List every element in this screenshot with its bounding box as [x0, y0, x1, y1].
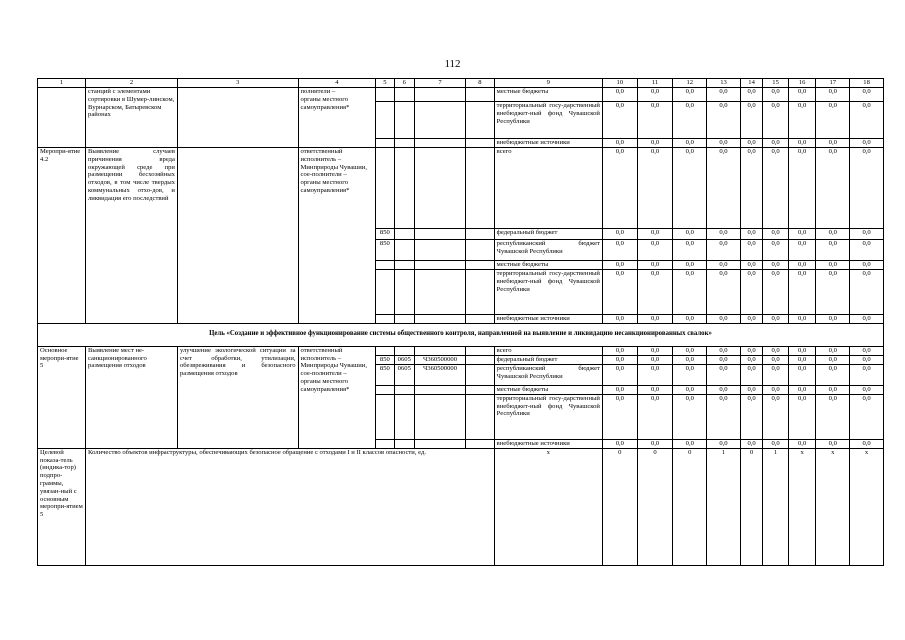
value-cell: 0,0 [707, 385, 741, 394]
value-cell: 0,0 [788, 315, 816, 324]
code-cell [394, 270, 414, 315]
value-cell: 0,0 [673, 355, 707, 364]
responsible-executor: полнители – органы местного самоуправления* [298, 88, 376, 148]
value-cell: 0,0 [788, 346, 816, 355]
value-cell: 0,0 [816, 364, 850, 385]
value-cell: 0,0 [637, 229, 673, 240]
value-cell: 0,0 [673, 394, 707, 439]
funding-source: внебюджетные источники [494, 139, 602, 148]
value-cell: 0,0 [673, 102, 707, 139]
code-cell [376, 148, 394, 229]
code-cell [466, 240, 495, 261]
value-cell: 0,0 [850, 148, 884, 229]
value-cell: 0,0 [850, 88, 884, 102]
value-cell: 0,0 [740, 139, 762, 148]
funding-source: республиканский бюджет Чувашской Республики [494, 240, 602, 261]
value-cell: 0,0 [637, 148, 673, 229]
value-cell: 0,0 [673, 346, 707, 355]
value-cell: 0,0 [740, 261, 762, 270]
value-cell: 0,0 [816, 102, 850, 139]
funding-source: территориальный госу-дарственный внебюджет-ный фонд Чувашской Республики [494, 102, 602, 139]
table-row [38, 148, 884, 229]
code-cell [376, 139, 394, 148]
code-cell [394, 394, 414, 439]
value-cell: 0,0 [673, 88, 707, 102]
value-cell: 0,0 [602, 355, 637, 364]
code-cell [414, 240, 465, 261]
value-cell: 0,0 [816, 315, 850, 324]
code-cell: 850 [376, 240, 394, 261]
indicator-value: 0 [740, 448, 762, 565]
funding-source: территориальный госу-дарственный внебюджет-ный фонд Чувашской Республики [494, 270, 602, 315]
value-cell: 0,0 [637, 88, 673, 102]
indicator-value: 0 [637, 448, 673, 565]
code-cell [394, 88, 414, 102]
code-cell [414, 394, 465, 439]
value-cell: 0,0 [602, 364, 637, 385]
funding-source: внебюджетные источники [494, 439, 602, 448]
value-cell: 0,0 [763, 88, 789, 102]
value-cell: 0,0 [673, 439, 707, 448]
value-cell: 0,0 [602, 394, 637, 439]
column-number: 11 [637, 79, 673, 88]
activity-number: Меропри-ятие 4.2 [38, 148, 86, 324]
code-cell [466, 346, 495, 355]
value-cell: 0,0 [816, 261, 850, 270]
value-cell: 0,0 [850, 394, 884, 439]
funding-source: федеральный бюджет [494, 355, 602, 364]
value-cell: 0,0 [816, 148, 850, 229]
code-cell [394, 346, 414, 355]
program-table [37, 78, 884, 566]
column-number: 4 [298, 79, 376, 88]
code-cell [394, 385, 414, 394]
code-cell [376, 439, 394, 448]
value-cell: 0,0 [707, 346, 741, 355]
code-cell [414, 439, 465, 448]
value-cell: 0,0 [763, 439, 789, 448]
value-cell: 0,0 [763, 355, 789, 364]
value-cell: 0,0 [602, 385, 637, 394]
value-cell: 0,0 [788, 88, 816, 102]
value-cell: 0,0 [637, 355, 673, 364]
indicator-row [38, 448, 884, 565]
column-number: 9 [494, 79, 602, 88]
indicator-value: x [494, 448, 602, 565]
value-cell: 0,0 [637, 261, 673, 270]
code-cell [394, 315, 414, 324]
value-cell: 0,0 [673, 229, 707, 240]
code-cell [376, 102, 394, 139]
value-cell: 0,0 [673, 270, 707, 315]
activity-description: станций с элементами сортировки в Шумер-линском, Вурнарском, Батыревском районах [86, 88, 178, 148]
value-cell: 0,0 [788, 364, 816, 385]
value-cell: 0,0 [740, 229, 762, 240]
indicator-value: 1 [763, 448, 789, 565]
value-cell: 0,0 [740, 364, 762, 385]
code-cell [466, 315, 495, 324]
column-number: 10 [602, 79, 637, 88]
responsible-executor: ответственный исполнитель – Минприроды Чувашии, сое-полнители – органы местного самоуправления* [298, 346, 376, 448]
value-cell: 0,0 [740, 88, 762, 102]
code-cell [394, 139, 414, 148]
value-cell: 0,0 [707, 229, 741, 240]
cell-empty [177, 88, 298, 148]
code-cell [394, 240, 414, 261]
column-number: 2 [86, 79, 178, 88]
value-cell: 0,0 [763, 385, 789, 394]
value-cell: 0,0 [850, 315, 884, 324]
value-cell: 0,0 [602, 148, 637, 229]
value-cell: 0,0 [637, 240, 673, 261]
value-cell: 0,0 [816, 229, 850, 240]
value-cell: 0,0 [763, 261, 789, 270]
value-cell: 0,0 [850, 364, 884, 385]
value-cell: 0,0 [707, 88, 741, 102]
value-cell: 0,0 [816, 240, 850, 261]
activity-description: Выявление мест не-санкционированного размещения отходов [86, 346, 178, 448]
table-row [38, 88, 884, 102]
value-cell: 0,0 [788, 355, 816, 364]
code-cell [414, 88, 465, 102]
value-cell: 0,0 [740, 385, 762, 394]
code-cell [466, 261, 495, 270]
column-number: 14 [740, 79, 762, 88]
funding-source: местные бюджеты [494, 385, 602, 394]
column-number: 1 [38, 79, 86, 88]
code-cell: 850 [376, 229, 394, 240]
value-cell: 0,0 [850, 355, 884, 364]
value-cell: 0,0 [788, 240, 816, 261]
value-cell: 0,0 [816, 394, 850, 439]
code-cell [414, 315, 465, 324]
indicator-value: x [816, 448, 850, 565]
header-row [38, 79, 884, 88]
table-row [38, 346, 884, 355]
value-cell: 0,0 [816, 139, 850, 148]
value-cell: 0,0 [637, 315, 673, 324]
value-cell: 0,0 [740, 355, 762, 364]
value-cell: 0,0 [788, 270, 816, 315]
value-cell: 0,0 [602, 346, 637, 355]
column-number: 15 [763, 79, 789, 88]
code-cell [376, 261, 394, 270]
value-cell: 0,0 [602, 261, 637, 270]
value-cell: 0,0 [816, 270, 850, 315]
value-cell: 0,0 [707, 355, 741, 364]
code-cell [414, 346, 465, 355]
code-cell [376, 270, 394, 315]
code-cell [466, 270, 495, 315]
cell-empty [177, 148, 298, 324]
value-cell: 0,0 [788, 102, 816, 139]
code-cell [394, 439, 414, 448]
value-cell: 0,0 [707, 439, 741, 448]
code-cell [394, 148, 414, 229]
value-cell: 0,0 [740, 315, 762, 324]
value-cell: 0,0 [763, 148, 789, 229]
goal-row [38, 324, 884, 347]
value-cell: 0,0 [816, 385, 850, 394]
code-cell [376, 394, 394, 439]
code-cell [414, 270, 465, 315]
value-cell: 0,0 [673, 261, 707, 270]
value-cell: 0,0 [637, 139, 673, 148]
code-cell [466, 102, 495, 139]
value-cell: 0,0 [763, 102, 789, 139]
code-cell: 0605 [394, 364, 414, 385]
funding-source: внебюджетные источники [494, 315, 602, 324]
value-cell: 0,0 [637, 385, 673, 394]
indicator-label: Целевой показа-тель (индика-тор) подпро-граммы, увязан-ный с основным меропри-ятием 5 [38, 448, 86, 565]
code-cell [376, 315, 394, 324]
value-cell: 0,0 [602, 315, 637, 324]
code-cell [466, 88, 495, 102]
value-cell: 0,0 [816, 439, 850, 448]
code-cell: 850 [376, 355, 394, 364]
indicator-value: 0 [673, 448, 707, 565]
code-cell [414, 139, 465, 148]
value-cell: 0,0 [788, 261, 816, 270]
funding-source: республиканский бюджет Чувашской Республики [494, 364, 602, 385]
value-cell: 0,0 [707, 102, 741, 139]
value-cell: 0,0 [850, 270, 884, 315]
column-number: 17 [816, 79, 850, 88]
value-cell: 0,0 [740, 394, 762, 439]
code-cell [466, 364, 495, 385]
funding-source: всего [494, 148, 602, 229]
code-cell [376, 88, 394, 102]
value-cell: 0,0 [707, 139, 741, 148]
value-cell: 0,0 [763, 229, 789, 240]
column-number: 8 [466, 79, 495, 88]
code-cell [466, 139, 495, 148]
value-cell: 0,0 [602, 102, 637, 139]
code-cell [466, 355, 495, 364]
code-cell [414, 385, 465, 394]
value-cell: 0,0 [707, 270, 741, 315]
value-cell: 0,0 [816, 346, 850, 355]
value-cell: 0,0 [673, 139, 707, 148]
code-cell [376, 346, 394, 355]
cell-empty [38, 88, 86, 148]
value-cell: 0,0 [850, 439, 884, 448]
value-cell: 0,0 [763, 139, 789, 148]
value-cell: 0,0 [850, 346, 884, 355]
value-cell: 0,0 [788, 148, 816, 229]
value-cell: 0,0 [673, 315, 707, 324]
value-cell: 0,0 [602, 88, 637, 102]
indicator-value: x [788, 448, 816, 565]
code-cell: 850 [376, 364, 394, 385]
code-cell [376, 385, 394, 394]
value-cell: 0,0 [637, 346, 673, 355]
value-cell: 0,0 [602, 270, 637, 315]
column-number: 3 [177, 79, 298, 88]
column-number: 5 [376, 79, 394, 88]
indicator-value: 1 [707, 448, 741, 565]
indicator-description: Количество объектов инфраструктуры, обеспечивающих безопасное обращение с отходами I и II классов опасности, ед. [86, 448, 495, 565]
value-cell: 0,0 [850, 229, 884, 240]
value-cell: 0,0 [637, 270, 673, 315]
funding-source: всего [494, 346, 602, 355]
value-cell: 0,0 [740, 439, 762, 448]
value-cell: 0,0 [763, 315, 789, 324]
code-cell: Ч360500000 [414, 364, 465, 385]
value-cell: 0,0 [673, 240, 707, 261]
value-cell: 0,0 [763, 346, 789, 355]
value-cell: 0,0 [850, 139, 884, 148]
code-cell [414, 229, 465, 240]
value-cell: 0,0 [740, 102, 762, 139]
value-cell: 0,0 [602, 439, 637, 448]
code-cell [414, 148, 465, 229]
value-cell: 0,0 [673, 385, 707, 394]
code-cell [466, 385, 495, 394]
value-cell: 0,0 [788, 229, 816, 240]
expected-result: улучшение экологической ситуации за счет обработки, утилизации, обезвреживания и безопасного размещения отходов [177, 346, 298, 448]
code-cell [394, 229, 414, 240]
column-number: 18 [850, 79, 884, 88]
value-cell: 0,0 [673, 364, 707, 385]
value-cell: 0,0 [602, 139, 637, 148]
responsible-executor: ответственный исполнитель – Минприроды Чувашии, сое-полнители – органы местного самоуправления* [298, 148, 376, 324]
code-cell [466, 439, 495, 448]
value-cell: 0,0 [850, 102, 884, 139]
goal-title: Цель «Создание и эффективное функционирование системы общественного контроля, направленной на выявление и ликвидацию несанкционированных свалок» [38, 324, 884, 347]
value-cell: 0,0 [850, 385, 884, 394]
column-number: 13 [707, 79, 741, 88]
value-cell: 0,0 [788, 439, 816, 448]
indicator-value: 0 [602, 448, 637, 565]
column-number: 6 [394, 79, 414, 88]
activity-number: Основное меропри-ятие 5 [38, 346, 86, 448]
value-cell: 0,0 [788, 139, 816, 148]
page-number: 112 [444, 58, 461, 70]
value-cell: 0,0 [850, 261, 884, 270]
value-cell: 0,0 [816, 88, 850, 102]
indicator-value: x [850, 448, 884, 565]
value-cell: 0,0 [763, 240, 789, 261]
value-cell: 0,0 [707, 394, 741, 439]
value-cell: 0,0 [707, 315, 741, 324]
code-cell: 0605 [394, 355, 414, 364]
value-cell: 0,0 [740, 240, 762, 261]
code-cell: Ч360500000 [414, 355, 465, 364]
value-cell: 0,0 [602, 229, 637, 240]
value-cell: 0,0 [637, 364, 673, 385]
funding-source: местные бюджеты [494, 261, 602, 270]
value-cell: 0,0 [740, 270, 762, 315]
code-cell [466, 229, 495, 240]
value-cell: 0,0 [673, 148, 707, 229]
value-cell: 0,0 [707, 148, 741, 229]
code-cell [466, 148, 495, 229]
code-cell [414, 261, 465, 270]
value-cell: 0,0 [707, 240, 741, 261]
value-cell: 0,0 [637, 102, 673, 139]
value-cell: 0,0 [707, 261, 741, 270]
value-cell: 0,0 [850, 240, 884, 261]
column-number: 7 [414, 79, 465, 88]
code-cell [414, 102, 465, 139]
value-cell: 0,0 [740, 148, 762, 229]
funding-source: федеральный бюджет [494, 229, 602, 240]
value-cell: 0,0 [707, 364, 741, 385]
value-cell: 0,0 [816, 355, 850, 364]
column-number: 16 [788, 79, 816, 88]
code-cell [394, 261, 414, 270]
code-cell [466, 394, 495, 439]
value-cell: 0,0 [637, 394, 673, 439]
value-cell: 0,0 [763, 364, 789, 385]
code-cell [394, 102, 414, 139]
funding-source: местные бюджеты [494, 88, 602, 102]
value-cell: 0,0 [740, 346, 762, 355]
funding-source: территориальный госу-дарственный внебюджет-ный фонд Чувашской Республики [494, 394, 602, 439]
value-cell: 0,0 [602, 240, 637, 261]
value-cell: 0,0 [637, 439, 673, 448]
activity-description: Выявление случаев причинения вреда окружающей среде при размещении бесхозяйных отходов, в том числе твердых коммунальных отхо-дов, и ликвидация его последствий [86, 148, 178, 324]
value-cell: 0,0 [763, 394, 789, 439]
value-cell: 0,0 [788, 385, 816, 394]
column-number: 12 [673, 79, 707, 88]
value-cell: 0,0 [763, 270, 789, 315]
value-cell: 0,0 [788, 394, 816, 439]
